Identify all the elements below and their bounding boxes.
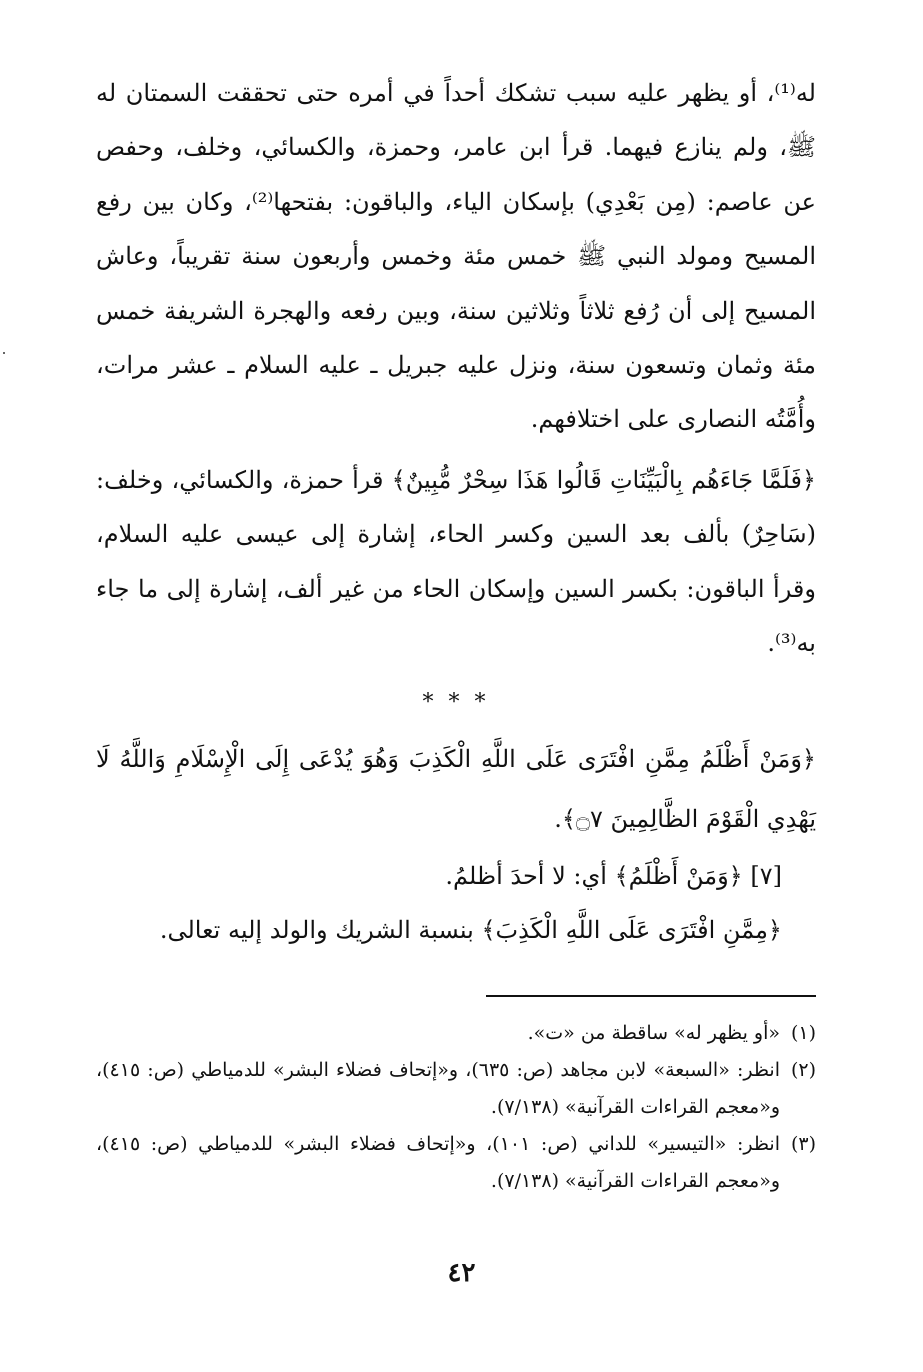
footnote-1 bbox=[96, 1015, 816, 1052]
quran-verse: ﴿وَمَنْ أَظْلَمُ مِمَّنِ افْتَرَى عَلَى اللَّهِ الْكَذِبَ وَهُوَ يُدْعَى إِلَى الْإِسْلَامِ وَاللَّهُ لَا يَهْدِي الْقَوْمَ الظَّالِمِينَ ۝٧﴾. bbox=[96, 745, 816, 834]
footnote-3 bbox=[96, 1126, 816, 1200]
footnote-text: «أو يظهر له» ساقطة من «ت». bbox=[527, 1022, 780, 1045]
footnote-divider bbox=[486, 995, 816, 997]
paragraph-2: ﴿فَلَمَّا جَاءَهُم بِالْبَيِّنَاتِ قَالُوا هَذَا سِحْرٌ مُّبِينٌ﴾ قرأ حمزة، والكسائي، وخلف: (سَاحِرٌ) بألف بعد السين وكسر الحاء، إشارة إلى عيسى عليه السلام، وقرأ الباقون: بكسر السين وإسكان الحاء من غير ألف، إشارة إلى ما جاء به⁽³⁾. bbox=[96, 465, 816, 658]
page-number: ٤٢ bbox=[447, 1258, 476, 1288]
commentary-line-2: ﴿مِمَّنِ افْتَرَى عَلَى اللَّهِ الْكَذِبَ﴾ بنسبة الشريك والولد إليه تعالى. bbox=[159, 916, 782, 945]
footnote-text: انظر: «السبعة» لابن مجاهد (ص: ٦٣٥)، و«إتحاف فضلاء البشر» للدمياطي (ص: ٤١٥)، و«معجم القراءات القرآنية» (٧/١٣٨). bbox=[96, 1059, 780, 1119]
footnote-text: انظر: «التيسير» للداني (ص: ١٠١)، و«إتحاف فضلاء البشر» للدمياطي (ص: ٤١٥)، و«معجم القراءات القرآنية» (٧/١٣٨). bbox=[96, 1133, 780, 1193]
commentary-line-1: [٧] ﴿وَمَنْ أَظْلَمُ﴾ أي: لا أحدَ أظلمُ. bbox=[445, 862, 782, 891]
footnote-number: (٢) bbox=[790, 1059, 816, 1082]
paragraph-1: له⁽¹⁾، أو يظهر عليه سبب تشكك أحداً في أمره حتى تحققت السمتان له ﷺ، ولم ينازع فيهما. قرأ ابن عامر، وحمزة، والكسائي، وخلف، وحفص عن عاصم: (مِن بَعْدِي) بإسكان الياء، والباقون: بفتحها⁽²⁾، وكان بين رفع المسيح ومولد النبي ﷺ خمس مئة وخمس وأربعون سنة تقريباً، وعاش المسيح إلى أن رُفع ثلاثاً وثلاثين سنة، وبين رفعه والهجرة الشريفة خمس مئة وثمان وتسعون سنة، ونزل عليه جبريل ـ عليه السلام ـ عشر مرات، وأُمَّتُه النصارى على اختلافهم. bbox=[96, 79, 816, 434]
footnote-2 bbox=[96, 1052, 816, 1126]
page-body bbox=[96, 66, 816, 1200]
footnote-number: (١) bbox=[790, 1022, 816, 1045]
section-separator: * * * bbox=[422, 690, 490, 716]
margin-mark bbox=[3, 352, 5, 354]
footnote-number: (٣) bbox=[790, 1133, 816, 1156]
